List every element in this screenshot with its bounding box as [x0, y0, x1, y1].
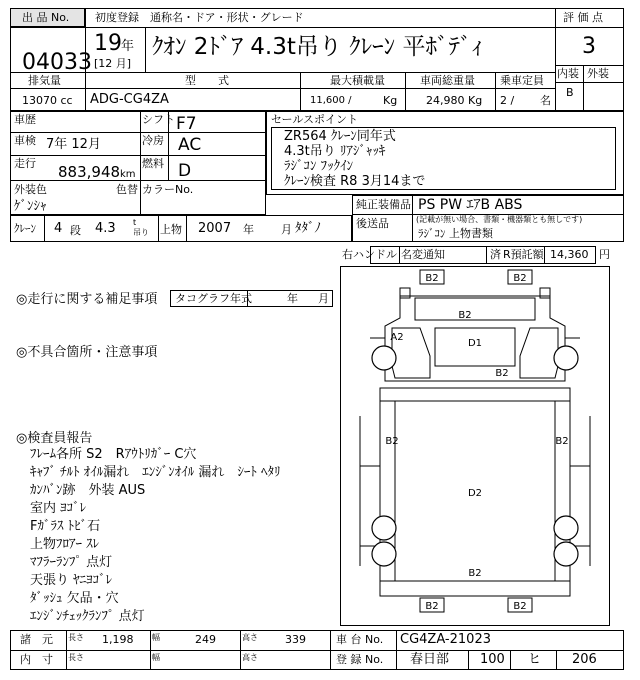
- lot-no-label: 出 品 No.: [22, 11, 70, 24]
- model-title-label: 通称名・ドア・形状・グレード: [150, 11, 304, 24]
- max-load-label: 最大積載量: [330, 74, 385, 87]
- mark-rear-right: B2: [513, 601, 527, 612]
- gross-weight-label: 車両総重量: [420, 74, 475, 87]
- body-year-unit: 年: [243, 223, 254, 236]
- first-reg-label: 初度登録: [95, 11, 139, 24]
- dims-label: 諸 元: [20, 633, 53, 646]
- displacement-label: 排気量: [28, 74, 61, 87]
- exterior-color: ｹﾞﾝｼｬ: [14, 199, 47, 214]
- fuel-label: 燃料: [142, 157, 164, 170]
- inspector-line: ｷｬﾌﾞ ﾁﾙﾄ ｵｲﾙ漏れ ｴﾝｼﾞﾝｵｲﾙ 漏れ ｼｰﾄ ﾍﾀﾘ: [30, 465, 281, 480]
- r-deposit-value: 14,360: [550, 248, 589, 261]
- reg-class: 100: [480, 652, 505, 667]
- reg-month: [12 月]: [94, 57, 132, 70]
- inspector-title: ◎検査員報告: [16, 431, 93, 446]
- lot-number: 04033: [22, 50, 92, 75]
- mark-side-right: B2: [555, 436, 569, 447]
- mileage-value: 883,948: [58, 163, 121, 181]
- ac-value: AC: [178, 135, 202, 155]
- after-items-value: ﾗｼﾞｺﾝ 上物書類: [418, 227, 493, 240]
- inspector-line: 室内 ﾖｺﾞﾚ: [30, 501, 87, 516]
- width-label: 幅: [152, 633, 160, 642]
- seating-capacity-unit: 名: [540, 94, 551, 107]
- model-code: ADG-CG4ZA: [90, 92, 169, 107]
- crane-label: ｸﾚｰﾝ: [14, 222, 36, 235]
- mark-front-left: A2: [390, 332, 404, 343]
- reg-kana: ヒ: [528, 652, 542, 667]
- defects-title: ◎不具合箇所・注意事項: [16, 345, 158, 360]
- body-month-unit: 月: [281, 223, 292, 236]
- supplement-title: ◎走行に関する補足事項: [16, 292, 158, 307]
- inspector-line: 上物ﾌﾛｱｰ ｽﾚ: [30, 537, 100, 552]
- crane-capacity: 4.3: [95, 221, 116, 236]
- history-label: 車歴: [14, 113, 36, 126]
- vehicle-diagram: [340, 266, 610, 626]
- height-value: 339: [285, 633, 306, 646]
- inner-width-label: 幅: [152, 653, 160, 662]
- inspector-line: ｶﾝﾊﾞﾝ跡 外装 AUS: [30, 483, 146, 498]
- sales-point-line: ｸﾚｰﾝ検査 R8 3月14まで: [284, 174, 426, 189]
- inspector-line: ﾏﾌﾗｰﾗﾝﾌﾟ 点灯: [30, 555, 113, 570]
- max-load: 11,600 /: [310, 95, 352, 106]
- inspector-line: 天張り ﾔﾆﾖｺﾞﾚ: [30, 573, 113, 588]
- model-name: ｸｵﾝ 2ﾄﾞｱ 4.3t吊り ｸﾚｰﾝ 平ﾎﾞﾃﾞｨ: [152, 34, 483, 60]
- body-maker: ﾀﾀﾞﾉ: [295, 221, 321, 236]
- model-code-label: 型 式: [185, 74, 229, 87]
- mark-cab-left: B2: [425, 273, 439, 284]
- chassis-value: CG4ZA-21023: [400, 632, 491, 647]
- inner-height-label: 高さ: [242, 653, 258, 662]
- equipment-value: PS PW ｴｱB ABS: [418, 197, 523, 213]
- inspector-line: ﾀﾞｯｼｭ 欠品・穴: [30, 591, 119, 606]
- chassis-label: 車 台 No.: [336, 633, 384, 646]
- after-items-note: (記載が無い場合、書類・機器類とも無しです): [416, 215, 583, 224]
- reg-year: 19: [94, 31, 122, 56]
- r-deposit-unit: 円: [599, 248, 610, 261]
- tacho-label: タコグラフ年式: [175, 292, 252, 305]
- mileage-unit: km: [120, 169, 136, 180]
- mark-front-right: B2: [495, 368, 509, 379]
- sales-point-line: ZR564 ｸﾚｰﾝ同年式: [284, 129, 396, 144]
- sales-point-line: ﾗｼﾞｺﾝ ﾌｯｸｲﾝ: [284, 159, 354, 174]
- crane-capacity-unit-top: t: [133, 218, 137, 227]
- color-no-label: カラーNo.: [142, 183, 194, 196]
- capacity-label: 乗車定員: [500, 74, 544, 87]
- equipment-label: 純正装備品: [356, 198, 411, 211]
- fuel-value: D: [178, 161, 192, 181]
- inner-length-label: 長さ: [68, 653, 84, 662]
- height-label: 高さ: [242, 633, 258, 642]
- max-load-unit: Kg: [383, 94, 398, 107]
- length-label: 長さ: [68, 633, 84, 642]
- sales-points-label: セールスポイント: [271, 113, 359, 126]
- seating-capacity: 2 /: [500, 94, 515, 107]
- displacement: 13070 cc: [22, 94, 73, 107]
- crane-stages: 4: [54, 221, 63, 236]
- gross-weight: 24,980 Kg: [426, 94, 483, 107]
- color-change-label: 色替: [116, 183, 138, 196]
- after-items-label: 後送品: [356, 217, 389, 230]
- length-value: 1,198: [102, 633, 134, 646]
- inner-dims-label: 内 寸: [20, 653, 53, 666]
- rhd-label: 右ハンドル: [342, 248, 397, 261]
- name-change-sign: 済: [490, 248, 501, 261]
- score-label: 評 価 点: [563, 11, 603, 24]
- shift-label: シフト: [142, 113, 175, 126]
- mark-front-center: D1: [467, 338, 483, 349]
- inspector-line: ﾌﾚｰﾑ各所 S2 Rｱｳﾄﾘｶﾞｰ C穴: [30, 447, 197, 462]
- inspection-value: 7年 12月: [46, 137, 101, 152]
- reg-year-unit: 年: [121, 39, 135, 54]
- mileage-label: 走行: [14, 157, 36, 170]
- reg-no-label: 登 録 No.: [336, 653, 384, 666]
- inspection-label: 車検: [14, 134, 36, 147]
- interior-score: B: [566, 86, 574, 99]
- inspector-line: ｴﾝｼﾞﾝﾁｪｯｸﾗﾝﾌﾟ 点灯: [30, 609, 145, 624]
- ac-label: 冷房: [142, 134, 164, 147]
- shift-value: F7: [176, 114, 197, 134]
- exterior-score-label: 外装: [587, 67, 609, 80]
- reg-number: 206: [572, 652, 597, 667]
- mark-side-left: B2: [385, 436, 399, 447]
- exterior-color-label: 外装色: [14, 183, 47, 196]
- name-change-label: 名変通知: [401, 248, 445, 261]
- reg-area: 春日部: [410, 652, 450, 667]
- mark-rear-left: B2: [425, 601, 439, 612]
- sales-point-line: 4.3t吊り ﾘｱｼﾞｬｯｷ: [284, 144, 386, 159]
- r-deposit-label: R預託額: [503, 248, 544, 261]
- overall-score: 3: [582, 34, 596, 59]
- mark-bed: D2: [467, 488, 483, 499]
- width-value: 249: [195, 633, 216, 646]
- tacho-year-unit: 年: [287, 292, 298, 305]
- crane-capacity-unit: 吊り: [133, 228, 149, 237]
- mark-cab-right: B2: [513, 273, 527, 284]
- inspector-line: Fｶﾞﾗｽ ﾄﾋﾞ石: [30, 519, 101, 534]
- crane-stages-unit: 段: [70, 224, 81, 237]
- mark-roof: B2: [458, 310, 472, 321]
- tacho-month-unit: 月: [318, 292, 329, 305]
- interior-score-label: 内装: [557, 67, 579, 80]
- body-year: 2007: [198, 221, 232, 236]
- mark-rear-center: B2: [468, 568, 482, 579]
- body-label: 上物: [160, 223, 182, 236]
